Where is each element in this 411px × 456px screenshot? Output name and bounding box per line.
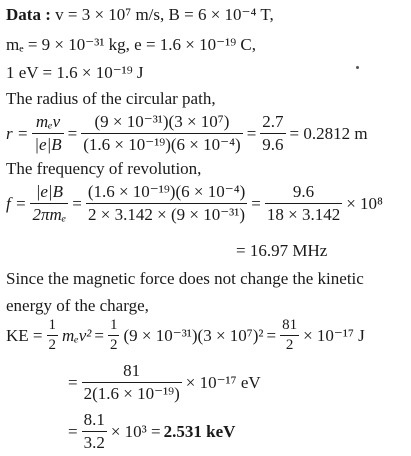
frequency-tail: × 10⁸ — [346, 193, 383, 213]
energy-f3-den: 3.2 — [83, 433, 105, 452]
half-fraction-b — [108, 317, 120, 354]
energy-intro-1: Since the magnetic force does not change the kinetic — [6, 269, 364, 288]
frequency-lhs: f = — [6, 193, 27, 213]
radius-fraction-1 — [32, 112, 63, 155]
frequency-f3-den: 18 × 3.142 — [266, 205, 341, 224]
equals-sign: = — [72, 193, 82, 213]
energy-result: 2.531 keV — [163, 421, 236, 441]
equals-sign: = — [68, 421, 78, 441]
energy-lhs: KE = — [6, 325, 43, 345]
radius-f1-den: |e|B — [34, 135, 62, 154]
frequency-f1-num: |e|B — [30, 182, 68, 204]
radius-equation — [6, 112, 368, 155]
radius-f3-den: 9.6 — [262, 135, 284, 154]
energy-term-2: (9 × 10⁻³¹)(3 × 10⁷)² — [123, 325, 264, 345]
radius-f3-num: 2.7 — [260, 112, 285, 134]
energy-81-fraction — [280, 317, 299, 354]
energy-81-num: 81 — [280, 317, 299, 336]
energy-tail-3: × 10³ = — [110, 421, 161, 441]
equals-sign: = — [246, 123, 257, 143]
frequency-f2-num: (1.6 × 10⁻¹⁹)(6 × 10⁻⁴) — [86, 182, 247, 204]
equals-sign: = — [94, 325, 104, 345]
energy-fraction-2 — [82, 361, 182, 404]
frequency-result: = 16.97 MHz — [236, 241, 328, 260]
energy-equation-1 — [6, 317, 365, 354]
radius-f2-num: (9 × 10⁻³¹)(3 × 10⁷) — [81, 112, 242, 134]
data-heading: Data : — [6, 5, 51, 24]
half-num-b: 1 — [108, 317, 120, 336]
radius-fraction-2 — [81, 112, 242, 155]
energy-81-den: 2 — [285, 337, 294, 353]
half-num-a: 1 — [47, 317, 59, 336]
half-den-a: 2 — [48, 337, 56, 353]
half-den-b: 2 — [109, 337, 118, 353]
radius-f1-num: mₑv — [32, 112, 63, 134]
equals-sign: = — [266, 325, 277, 345]
data-line-2: mₑ = 9 × 10⁻³¹ kg, e = 1.6 × 10⁻¹⁹ C, — [6, 35, 256, 54]
frequency-fraction-3 — [265, 182, 342, 225]
frequency-fraction-1 — [30, 182, 68, 225]
frequency-f2-den: 2 × 3.142 × (9 × 10⁻³¹) — [88, 205, 246, 224]
frequency-equation — [6, 182, 383, 225]
frequency-intro: The frequency of revolution, — [6, 159, 202, 178]
frequency-fraction-2 — [86, 182, 247, 225]
half-fraction-a — [47, 317, 59, 354]
energy-term-1: mₑv² — [62, 325, 92, 345]
radius-result: = 0.2812 m — [289, 123, 368, 143]
data-line-1 — [6, 6, 274, 23]
stray-mark — [356, 66, 359, 69]
energy-tail-1: × 10⁻¹⁷ J — [303, 325, 365, 345]
radius-f2-den: (1.6 × 10⁻¹⁹)(6 × 10⁻⁴) — [83, 135, 241, 154]
energy-intro-2: energy of the charge, — [6, 296, 149, 315]
equals-sign: = — [68, 372, 78, 392]
data-line-3: 1 eV = 1.6 × 10⁻¹⁹ J — [6, 63, 144, 82]
energy-tail-2: × 10⁻¹⁷ eV — [185, 372, 261, 392]
energy-equation-2 — [68, 361, 261, 404]
energy-f2-num: 81 — [82, 361, 182, 383]
energy-f3-num: 8.1 — [82, 410, 107, 432]
energy-fraction-3 — [82, 410, 107, 453]
energy-f2-den: 2(1.6 × 10⁻¹⁹) — [83, 384, 180, 403]
equals-sign: = — [67, 123, 78, 143]
radius-fraction-3 — [260, 112, 285, 155]
energy-equation-3 — [68, 410, 235, 453]
frequency-f3-num: 9.6 — [265, 182, 342, 204]
equals-sign: = — [251, 193, 261, 213]
radius-lhs: r = — [6, 123, 29, 143]
frequency-f1-den: 2πmₑ — [32, 205, 67, 224]
data-velocity-field: v = 3 × 10⁷ m/s, B = 6 × 10⁻⁴ T, — [55, 5, 274, 24]
radius-intro: The radius of the circular path, — [6, 89, 216, 108]
